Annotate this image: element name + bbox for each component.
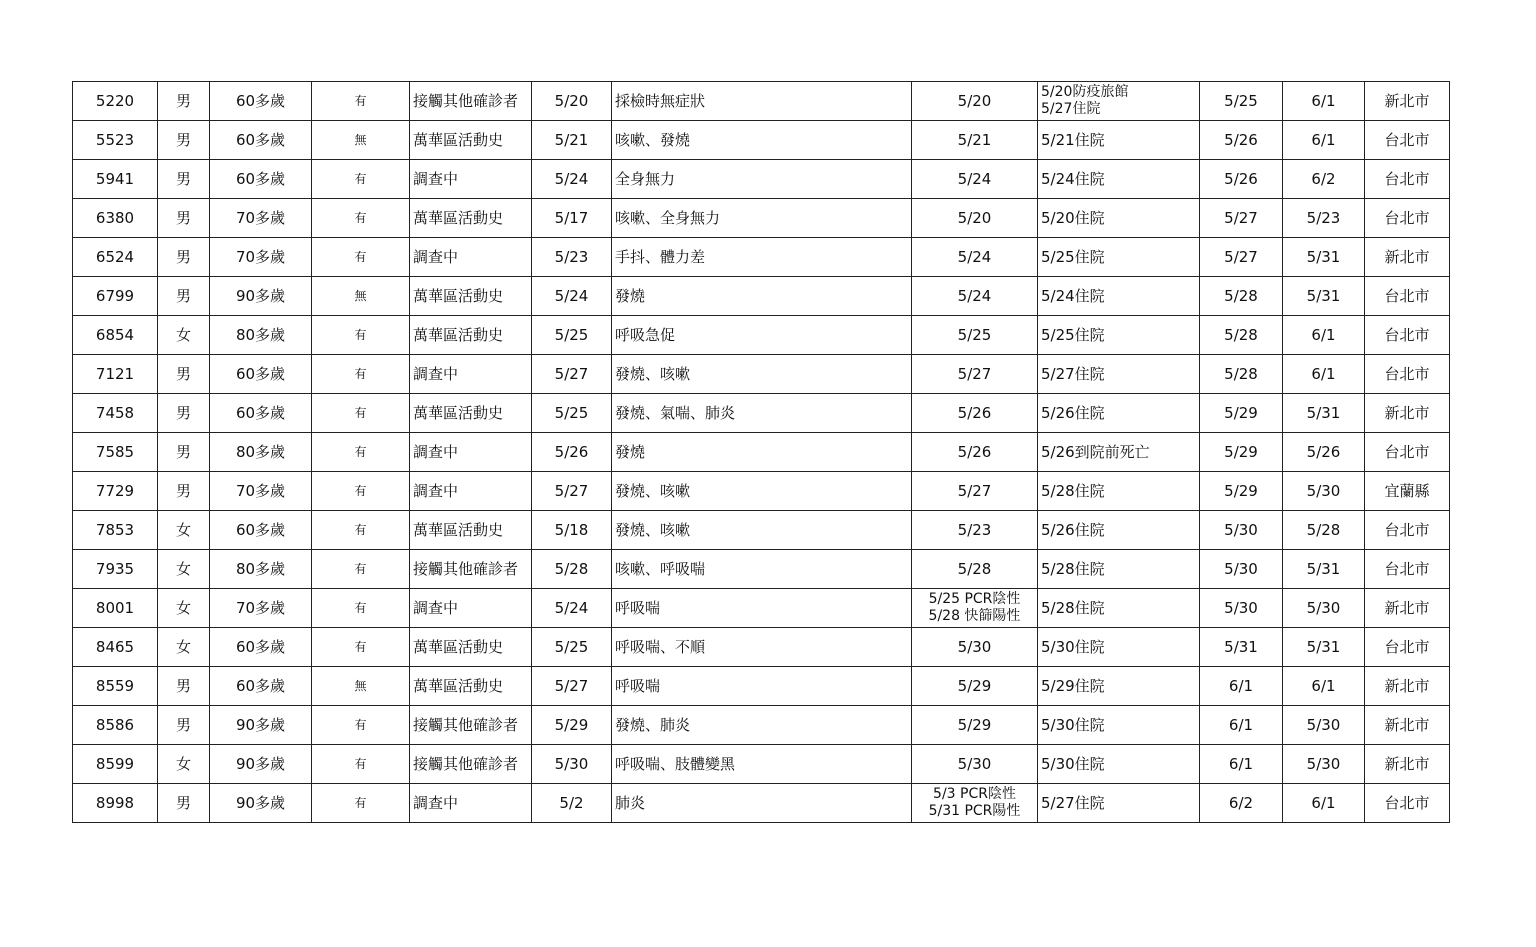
- city-cell: 新北市: [1365, 745, 1450, 784]
- chronic-disease-cell: 有: [312, 199, 410, 238]
- confirmed-date-cell: 5/30: [1200, 550, 1283, 589]
- symptoms-cell: 呼吸喘、不順: [612, 628, 912, 667]
- infection-source-cell: 調查中: [410, 472, 532, 511]
- sex-cell: 女: [158, 628, 210, 667]
- chronic-disease-cell: 有: [312, 589, 410, 628]
- confirmed-date-cell: 6/1: [1200, 706, 1283, 745]
- chronic-disease-cell: 有: [312, 706, 410, 745]
- test-date-cell-line: 5/3 PCR陰性: [933, 786, 1016, 802]
- case-number-cell: 8465: [73, 628, 158, 667]
- sex-cell: 男: [158, 238, 210, 277]
- case-number-cell: 7458: [73, 394, 158, 433]
- hospitalization-cell: [1038, 82, 1200, 121]
- case-number-cell: 8599: [73, 745, 158, 784]
- age-group-cell: 90多歲: [210, 706, 312, 745]
- confirmed-date-cell: 5/31: [1200, 628, 1283, 667]
- sex-cell: 男: [158, 355, 210, 394]
- case-number-cell: 6524: [73, 238, 158, 277]
- table-row: [73, 160, 1450, 199]
- infection-source-cell: 調查中: [410, 238, 532, 277]
- test-date-cell: 5/24: [912, 160, 1038, 199]
- infection-source-cell: 調查中: [410, 160, 532, 199]
- city-cell: 新北市: [1365, 238, 1450, 277]
- test-date-cell: 5/20: [912, 82, 1038, 121]
- chronic-disease-cell: 無: [312, 667, 410, 706]
- symptoms-cell: 發燒、肺炎: [612, 706, 912, 745]
- hospitalization-cell: 5/26到院前死亡: [1038, 433, 1200, 472]
- chronic-disease-cell: 有: [312, 433, 410, 472]
- chronic-disease-cell: 有: [312, 511, 410, 550]
- test-date-cell: 5/26: [912, 433, 1038, 472]
- onset-date-cell: 5/28: [532, 550, 612, 589]
- test-date-cell: 5/26: [912, 394, 1038, 433]
- test-date-cell: [912, 784, 1038, 823]
- city-cell: 台北市: [1365, 160, 1450, 199]
- symptoms-cell: 呼吸急促: [612, 316, 912, 355]
- death-date-cell: 6/2: [1283, 160, 1365, 199]
- death-date-cell: 5/31: [1283, 394, 1365, 433]
- case-number-cell: 8001: [73, 589, 158, 628]
- test-date-cell: 5/24: [912, 238, 1038, 277]
- case-number-cell: 5220: [73, 82, 158, 121]
- hospitalization-cell: 5/24住院: [1038, 160, 1200, 199]
- confirmed-date-cell: 5/30: [1200, 589, 1283, 628]
- onset-date-cell: 5/25: [532, 628, 612, 667]
- sex-cell: 男: [158, 121, 210, 160]
- city-cell: 台北市: [1365, 433, 1450, 472]
- city-cell: 台北市: [1365, 550, 1450, 589]
- age-group-cell: 80多歲: [210, 433, 312, 472]
- symptoms-cell: 發燒: [612, 433, 912, 472]
- confirmed-date-cell: 5/30: [1200, 511, 1283, 550]
- case-number-cell: 5941: [73, 160, 158, 199]
- chronic-disease-cell: 無: [312, 121, 410, 160]
- death-date-cell: 5/31: [1283, 238, 1365, 277]
- sex-cell: 男: [158, 706, 210, 745]
- city-cell: 台北市: [1365, 316, 1450, 355]
- city-cell: 台北市: [1365, 784, 1450, 823]
- sex-cell: 男: [158, 199, 210, 238]
- hospitalization-cell: 5/30住院: [1038, 628, 1200, 667]
- city-cell: 台北市: [1365, 121, 1450, 160]
- test-date-cell-line: 5/31 PCR陽性: [928, 803, 1021, 819]
- table-row: [73, 121, 1450, 160]
- symptoms-cell: 發燒、咳嗽: [612, 511, 912, 550]
- hospitalization-cell: 5/26住院: [1038, 394, 1200, 433]
- onset-date-cell: 5/30: [532, 745, 612, 784]
- hospitalization-cell: 5/28住院: [1038, 589, 1200, 628]
- age-group-cell: 80多歲: [210, 550, 312, 589]
- hospitalization-cell: 5/21住院: [1038, 121, 1200, 160]
- sex-cell: 男: [158, 160, 210, 199]
- symptoms-cell: 咳嗽、呼吸喘: [612, 550, 912, 589]
- infection-source-cell: 萬華區活動史: [410, 316, 532, 355]
- case-number-cell: 5523: [73, 121, 158, 160]
- chronic-disease-cell: 有: [312, 394, 410, 433]
- death-date-cell: 6/1: [1283, 316, 1365, 355]
- case-number-cell: 7935: [73, 550, 158, 589]
- death-date-cell: 5/28: [1283, 511, 1365, 550]
- table-row: [73, 394, 1450, 433]
- city-cell: 宜蘭縣: [1365, 472, 1450, 511]
- confirmed-date-cell: 5/27: [1200, 199, 1283, 238]
- hospitalization-cell: 5/28住院: [1038, 550, 1200, 589]
- hospitalization-cell: 5/25住院: [1038, 238, 1200, 277]
- case-number-cell: 7585: [73, 433, 158, 472]
- onset-date-cell: 5/29: [532, 706, 612, 745]
- city-cell: 新北市: [1365, 667, 1450, 706]
- symptoms-cell: 發燒、氣喘、肺炎: [612, 394, 912, 433]
- infection-source-cell: 調查中: [410, 355, 532, 394]
- table-row: [73, 355, 1450, 394]
- chronic-disease-cell: 有: [312, 316, 410, 355]
- table-row: [73, 472, 1450, 511]
- sex-cell: 男: [158, 433, 210, 472]
- confirmed-date-cell: 6/2: [1200, 784, 1283, 823]
- symptoms-cell: 呼吸喘、肢體變黑: [612, 745, 912, 784]
- sex-cell: 男: [158, 82, 210, 121]
- infection-source-cell: 萬華區活動史: [410, 628, 532, 667]
- age-group-cell: 60多歲: [210, 394, 312, 433]
- hospitalization-cell-line: 5/27住院: [1041, 101, 1101, 117]
- confirmed-date-cell: 5/29: [1200, 394, 1283, 433]
- table-row: [73, 589, 1450, 628]
- case-number-cell: 7121: [73, 355, 158, 394]
- confirmed-date-cell: 6/1: [1200, 745, 1283, 784]
- age-group-cell: 60多歲: [210, 160, 312, 199]
- symptoms-cell: 咳嗽、全身無力: [612, 199, 912, 238]
- death-date-cell: 6/1: [1283, 82, 1365, 121]
- onset-date-cell: 5/18: [532, 511, 612, 550]
- table-row: [73, 706, 1450, 745]
- age-group-cell: 70多歲: [210, 238, 312, 277]
- chronic-disease-cell: 有: [312, 82, 410, 121]
- sex-cell: 女: [158, 550, 210, 589]
- age-group-cell: 60多歲: [210, 82, 312, 121]
- table-row: [73, 511, 1450, 550]
- confirmed-date-cell: 6/1: [1200, 667, 1283, 706]
- age-group-cell: 90多歲: [210, 277, 312, 316]
- death-date-cell: 5/30: [1283, 589, 1365, 628]
- age-group-cell: 80多歲: [210, 316, 312, 355]
- case-number-cell: 8559: [73, 667, 158, 706]
- infection-source-cell: 調查中: [410, 433, 532, 472]
- test-date-cell: 5/21: [912, 121, 1038, 160]
- chronic-disease-cell: 有: [312, 628, 410, 667]
- infection-source-cell: 萬華區活動史: [410, 121, 532, 160]
- confirmed-date-cell: 5/28: [1200, 277, 1283, 316]
- infection-source-cell: 調查中: [410, 784, 532, 823]
- onset-date-cell: 5/20: [532, 82, 612, 121]
- table-row: [73, 316, 1450, 355]
- onset-date-cell: 5/27: [532, 667, 612, 706]
- confirmed-date-cell: 5/27: [1200, 238, 1283, 277]
- death-date-cell: 6/1: [1283, 121, 1365, 160]
- onset-date-cell: 5/2: [532, 784, 612, 823]
- death-date-cell: 5/30: [1283, 472, 1365, 511]
- confirmed-date-cell: 5/26: [1200, 160, 1283, 199]
- city-cell: 新北市: [1365, 394, 1450, 433]
- age-group-cell: 60多歲: [210, 628, 312, 667]
- test-date-cell: 5/28: [912, 550, 1038, 589]
- test-date-cell: 5/27: [912, 355, 1038, 394]
- death-date-cell: 6/1: [1283, 355, 1365, 394]
- confirmed-date-cell: 5/28: [1200, 355, 1283, 394]
- age-group-cell: 60多歲: [210, 121, 312, 160]
- table-row: [73, 628, 1450, 667]
- case-number-cell: 6799: [73, 277, 158, 316]
- table-row: [73, 433, 1450, 472]
- infection-source-cell: 接觸其他確診者: [410, 745, 532, 784]
- test-date-cell-line: 5/25 PCR陰性: [928, 591, 1021, 607]
- symptoms-cell: 發燒、咳嗽: [612, 355, 912, 394]
- case-table: [72, 81, 1450, 823]
- sex-cell: 女: [158, 589, 210, 628]
- test-date-cell: 5/20: [912, 199, 1038, 238]
- age-group-cell: 60多歲: [210, 511, 312, 550]
- test-date-cell-line: 5/28 快篩陽性: [928, 608, 1021, 624]
- age-group-cell: 60多歲: [210, 667, 312, 706]
- sex-cell: 男: [158, 472, 210, 511]
- city-cell: 台北市: [1365, 277, 1450, 316]
- case-number-cell: 8998: [73, 784, 158, 823]
- case-number-cell: 7853: [73, 511, 158, 550]
- onset-date-cell: 5/27: [532, 355, 612, 394]
- case-number-cell: 7729: [73, 472, 158, 511]
- hospitalization-cell-line: 5/20防疫旅館: [1041, 84, 1129, 100]
- infection-source-cell: 萬華區活動史: [410, 277, 532, 316]
- hospitalization-cell: 5/29住院: [1038, 667, 1200, 706]
- city-cell: 新北市: [1365, 589, 1450, 628]
- hospitalization-cell: 5/27住院: [1038, 355, 1200, 394]
- hospitalization-cell: 5/26住院: [1038, 511, 1200, 550]
- confirmed-date-cell: 5/25: [1200, 82, 1283, 121]
- hospitalization-cell: 5/24住院: [1038, 277, 1200, 316]
- table-row: [73, 277, 1450, 316]
- table-row: [73, 199, 1450, 238]
- onset-date-cell: 5/26: [532, 433, 612, 472]
- age-group-cell: 70多歲: [210, 199, 312, 238]
- table-row: [73, 82, 1450, 121]
- confirmed-date-cell: 5/29: [1200, 472, 1283, 511]
- hospitalization-cell: 5/28住院: [1038, 472, 1200, 511]
- symptoms-cell: 肺炎: [612, 784, 912, 823]
- onset-date-cell: 5/21: [532, 121, 612, 160]
- symptoms-cell: 全身無力: [612, 160, 912, 199]
- symptoms-cell: 發燒、咳嗽: [612, 472, 912, 511]
- hospitalization-cell: 5/25住院: [1038, 316, 1200, 355]
- symptoms-cell: 採檢時無症狀: [612, 82, 912, 121]
- infection-source-cell: 接觸其他確診者: [410, 706, 532, 745]
- onset-date-cell: 5/17: [532, 199, 612, 238]
- infection-source-cell: 萬華區活動史: [410, 199, 532, 238]
- test-date-cell: 5/23: [912, 511, 1038, 550]
- age-group-cell: 70多歲: [210, 472, 312, 511]
- death-date-cell: 5/31: [1283, 277, 1365, 316]
- test-date-cell: 5/27: [912, 472, 1038, 511]
- confirmed-date-cell: 5/28: [1200, 316, 1283, 355]
- sex-cell: 男: [158, 277, 210, 316]
- chronic-disease-cell: 有: [312, 355, 410, 394]
- test-date-cell: 5/30: [912, 628, 1038, 667]
- case-number-cell: 6854: [73, 316, 158, 355]
- infection-source-cell: 接觸其他確診者: [410, 550, 532, 589]
- city-cell: 台北市: [1365, 199, 1450, 238]
- city-cell: 新北市: [1365, 82, 1450, 121]
- city-cell: 新北市: [1365, 706, 1450, 745]
- hospitalization-cell: 5/20住院: [1038, 199, 1200, 238]
- test-date-cell: [912, 589, 1038, 628]
- test-date-cell: 5/24: [912, 277, 1038, 316]
- onset-date-cell: 5/24: [532, 277, 612, 316]
- city-cell: 台北市: [1365, 628, 1450, 667]
- infection-source-cell: 調查中: [410, 589, 532, 628]
- sex-cell: 女: [158, 511, 210, 550]
- chronic-disease-cell: 有: [312, 238, 410, 277]
- symptoms-cell: 咳嗽、發燒: [612, 121, 912, 160]
- death-date-cell: 5/26: [1283, 433, 1365, 472]
- chronic-disease-cell: 無: [312, 277, 410, 316]
- test-date-cell: 5/30: [912, 745, 1038, 784]
- age-group-cell: 90多歲: [210, 784, 312, 823]
- table-row: [73, 745, 1450, 784]
- sex-cell: 男: [158, 784, 210, 823]
- sex-cell: 男: [158, 394, 210, 433]
- table-row: [73, 238, 1450, 277]
- test-date-cell: 5/29: [912, 667, 1038, 706]
- symptoms-cell: 手抖、體力差: [612, 238, 912, 277]
- death-date-cell: 5/23: [1283, 199, 1365, 238]
- test-date-cell: 5/29: [912, 706, 1038, 745]
- infection-source-cell: 接觸其他確診者: [410, 82, 532, 121]
- city-cell: 台北市: [1365, 355, 1450, 394]
- sex-cell: 男: [158, 667, 210, 706]
- chronic-disease-cell: 有: [312, 784, 410, 823]
- infection-source-cell: 萬華區活動史: [410, 511, 532, 550]
- infection-source-cell: 萬華區活動史: [410, 667, 532, 706]
- chronic-disease-cell: 有: [312, 550, 410, 589]
- death-date-cell: 6/1: [1283, 667, 1365, 706]
- table-row: [73, 784, 1450, 823]
- onset-date-cell: 5/25: [532, 316, 612, 355]
- confirmed-date-cell: 5/26: [1200, 121, 1283, 160]
- age-group-cell: 70多歲: [210, 589, 312, 628]
- death-date-cell: 5/30: [1283, 706, 1365, 745]
- chronic-disease-cell: 有: [312, 472, 410, 511]
- case-number-cell: 6380: [73, 199, 158, 238]
- onset-date-cell: 5/24: [532, 160, 612, 199]
- death-date-cell: 5/31: [1283, 628, 1365, 667]
- age-group-cell: 60多歲: [210, 355, 312, 394]
- symptoms-cell: 呼吸喘: [612, 667, 912, 706]
- table-row: [73, 667, 1450, 706]
- age-group-cell: 90多歲: [210, 745, 312, 784]
- onset-date-cell: 5/23: [532, 238, 612, 277]
- death-date-cell: 5/30: [1283, 745, 1365, 784]
- hospitalization-cell: 5/27住院: [1038, 784, 1200, 823]
- symptoms-cell: 呼吸喘: [612, 589, 912, 628]
- onset-date-cell: 5/24: [532, 589, 612, 628]
- test-date-cell: 5/25: [912, 316, 1038, 355]
- chronic-disease-cell: 有: [312, 160, 410, 199]
- city-cell: 台北市: [1365, 511, 1450, 550]
- case-number-cell: 8586: [73, 706, 158, 745]
- table-row: [73, 550, 1450, 589]
- death-date-cell: 6/1: [1283, 784, 1365, 823]
- chronic-disease-cell: 有: [312, 745, 410, 784]
- sex-cell: 女: [158, 745, 210, 784]
- infection-source-cell: 萬華區活動史: [410, 394, 532, 433]
- death-date-cell: 5/31: [1283, 550, 1365, 589]
- hospitalization-cell: 5/30住院: [1038, 706, 1200, 745]
- sex-cell: 女: [158, 316, 210, 355]
- onset-date-cell: 5/25: [532, 394, 612, 433]
- confirmed-date-cell: 5/29: [1200, 433, 1283, 472]
- hospitalization-cell: 5/30住院: [1038, 745, 1200, 784]
- symptoms-cell: 發燒: [612, 277, 912, 316]
- onset-date-cell: 5/27: [532, 472, 612, 511]
